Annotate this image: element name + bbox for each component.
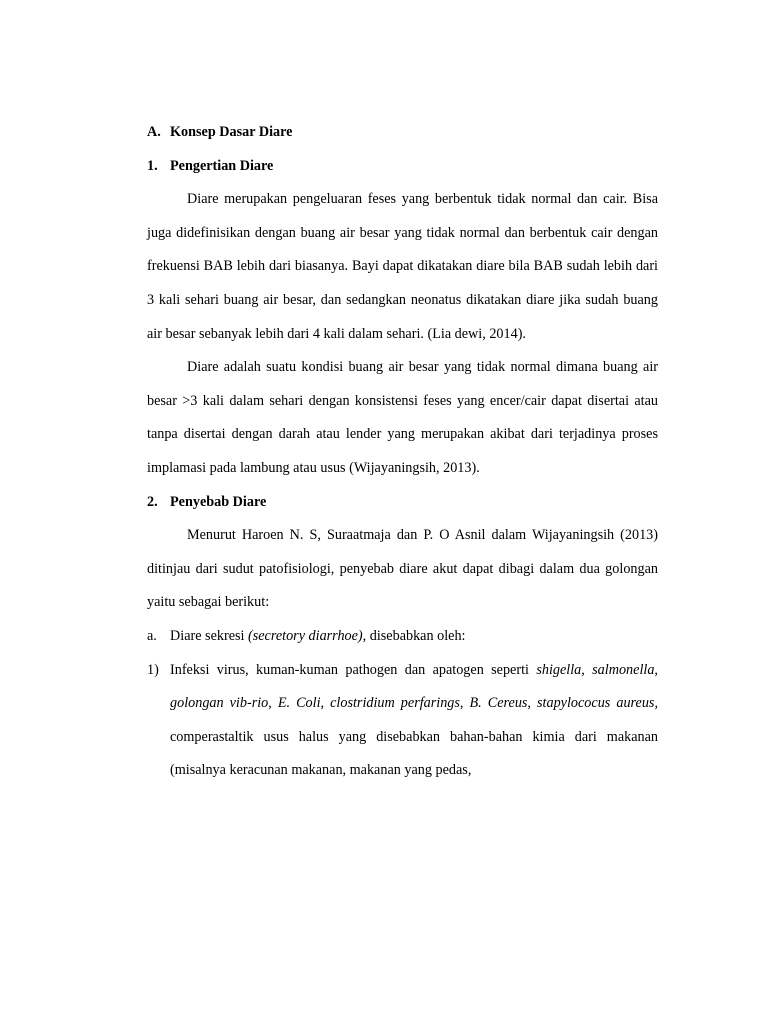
document-page <box>147 116 658 788</box>
text-run: Infeksi virus, kuman-kuman pathogen dan apatogen seperti <box>170 661 537 678</box>
text-run: , disebabkan oleh: <box>362 627 466 644</box>
subsection-heading-2 <box>147 486 658 520</box>
italic-term: B. Cereus, stapylococus aureus <box>469 695 655 712</box>
list-item-1 <box>147 654 658 788</box>
list-item-a <box>147 620 658 654</box>
list-marker: a. <box>147 627 157 644</box>
list-item-text <box>170 654 658 788</box>
list-item-text <box>170 620 658 654</box>
paragraph-definition-1: Diare merupakan pengeluaran feses yang berbentuk tidak normal dan cair. Bisa juga didefinisikan dengan buang air besar yang tidak normal dan berbentuk cair dengan frekuensi BAB lebih dari biasanya. Bayi dapat dikatakan diare bila BAB sudah lebih dari 3 kali sehari buang air besar, dan sedangkan neonatus dikatakan diare jika sudah buang air besar sebanyak lebih dari 4 kali dalam sehari. (Lia dewi, 2014). <box>147 191 658 342</box>
section-heading-a <box>147 116 658 150</box>
paragraph-definition-2: Diare adalah suatu kondisi buang air besar yang tidak normal dimana buang air besar >3 kali dalam sehari dengan konsistensi feses yang encer/cair dapat disertai atau tanpa disertai dengan darah atau lender yang merupakan akibat dari terjadinya proses implamasi pada lambung atau usus (Wijayaningsih, 2013). <box>147 359 658 476</box>
paragraph-causes-intro: Menurut Haroen N. S, Suraatmaja dan P. O Asnil dalam Wijayaningsih (2013) ditinjau dari sudut patofisiologi, penyebab diare akut dapat dibagi dalam dua golongan yaitu sebagai berikut: <box>147 527 658 611</box>
text-run: Diare sekresi <box>170 627 248 644</box>
italic-term: shigella, salmonella, golongan vib-rio, E. Coli, clostridium perfarings <box>170 661 658 712</box>
section-marker: A. <box>147 124 161 140</box>
subsection-title: Penyebab Diare <box>170 493 267 510</box>
subsection-marker: 1. <box>147 157 158 174</box>
italic-term: (secretory diarrhoe) <box>248 627 363 644</box>
text-run: , <box>459 695 470 712</box>
subsection-marker: 2. <box>147 493 158 510</box>
list-marker: 1) <box>147 661 159 678</box>
subsection-title: Pengertian Diare <box>170 157 274 174</box>
subsection-heading-1 <box>147 150 658 184</box>
section-title: Konsep Dasar Diare <box>170 124 293 140</box>
text-run: , comperastaltik usus halus yang disebabkan bahan-bahan kimia dari makanan (misalnya keracunan makanan, makanan yang pedas, <box>170 695 658 779</box>
